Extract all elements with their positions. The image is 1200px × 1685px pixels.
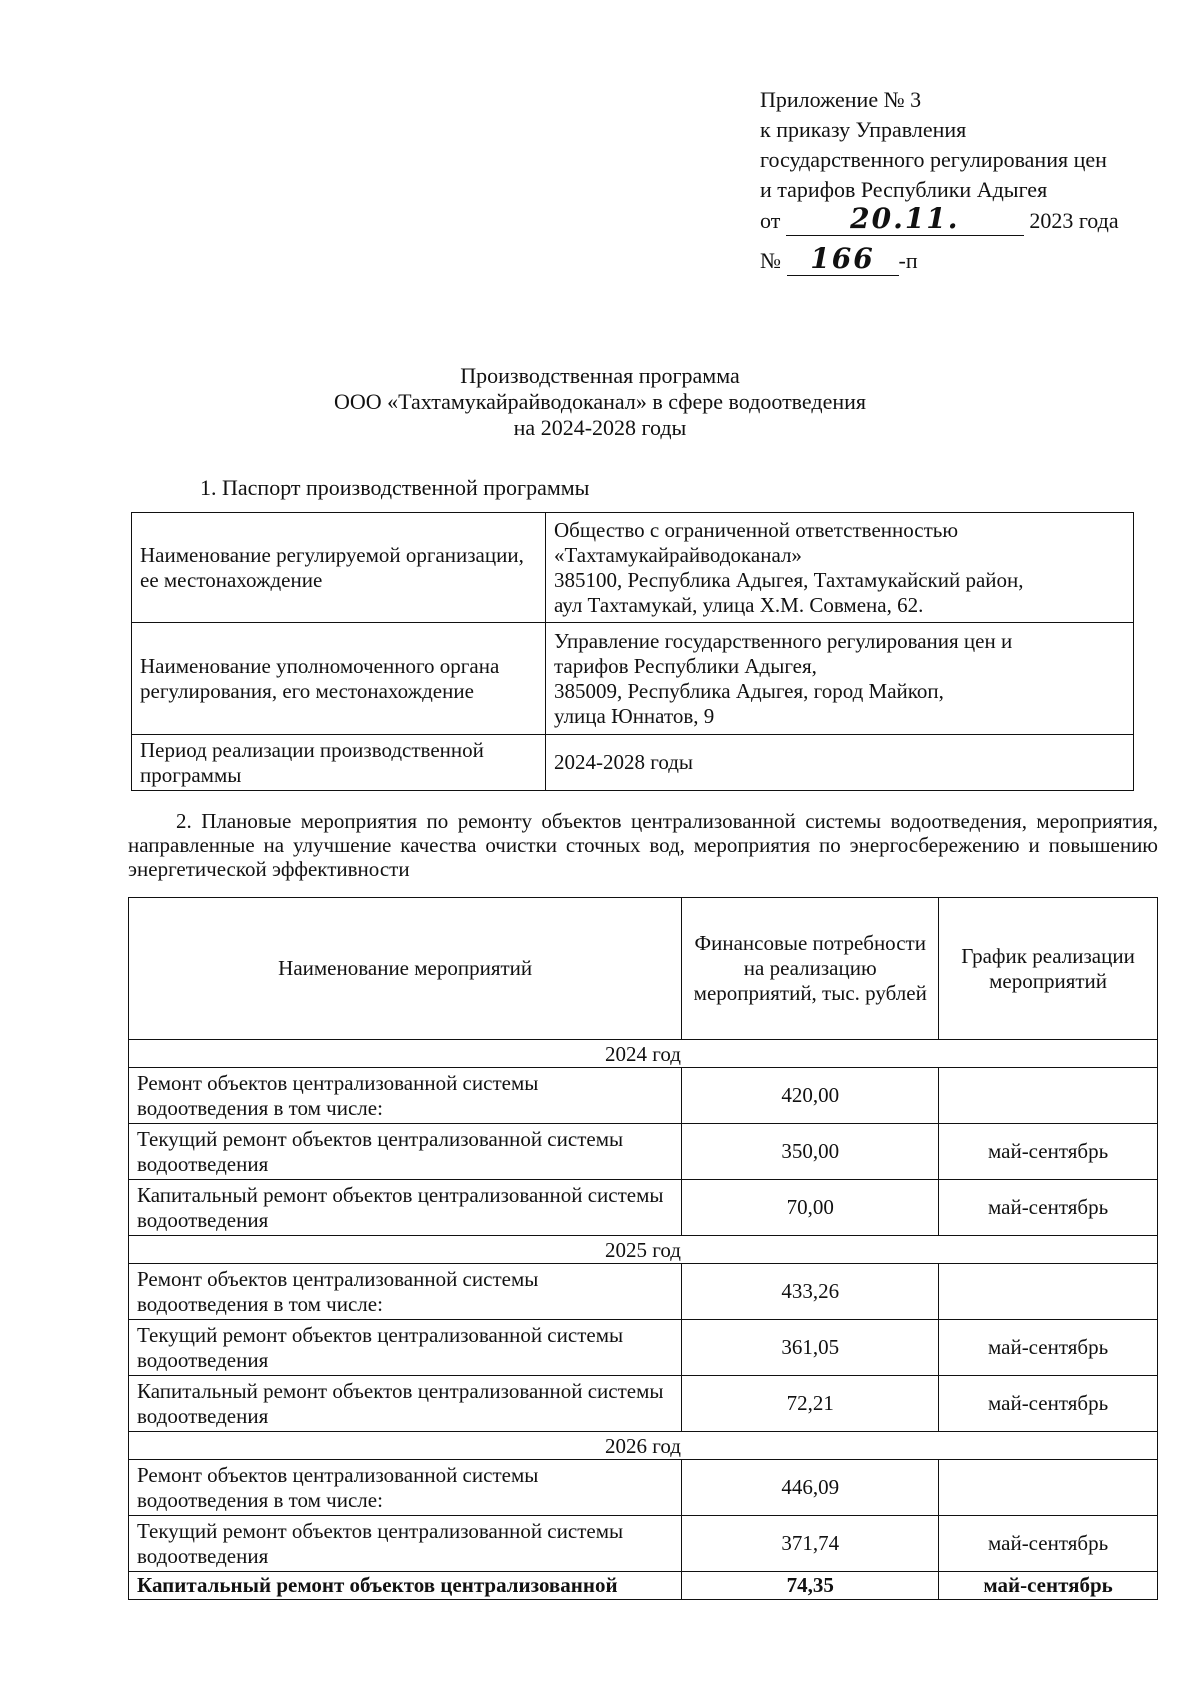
event-amount: 420,00: [682, 1068, 939, 1124]
passport-row: [132, 735, 1134, 791]
appendix-block: [760, 85, 1119, 236]
table-row: [129, 1264, 1158, 1320]
event-schedule: май-сентябрь: [939, 1320, 1158, 1376]
title-line-1: Производственная программа: [460, 363, 740, 388]
value-line: Управление государственного регулирования цен и: [554, 628, 1013, 653]
order-date: [760, 202, 1119, 236]
passport-label: Наименование регулируемой организации, ее местонахождение: [132, 513, 546, 623]
value-line: 385009, Республика Адыгея, город Майкоп,: [554, 678, 944, 703]
event-schedule: [939, 1264, 1158, 1320]
table-row: [129, 1320, 1158, 1376]
event-name: Ремонт объектов централизованной системы водоотведения в том числе:: [129, 1460, 682, 1516]
event-amount: 446,09: [682, 1460, 939, 1516]
number-field: [787, 242, 899, 276]
year-label: 2024 год: [129, 1040, 1158, 1068]
title-line-3: на 2024-2028 годы: [513, 415, 687, 440]
event-schedule: май-сентябрь: [939, 1180, 1158, 1236]
events-table: [128, 897, 1158, 1600]
event-schedule: май-сентябрь: [939, 1124, 1158, 1180]
value-line: улица Юннатов, 9: [554, 703, 715, 728]
date-prefix: от: [760, 208, 781, 233]
handwritten-date: 20.11.: [850, 202, 960, 235]
event-amount: 433,26: [682, 1264, 939, 1320]
passport-label: Наименование уполномоченного органа регулирования, его местонахождение: [132, 623, 546, 735]
event-name: Ремонт объектов централизованной системы водоотведения в том числе:: [129, 1068, 682, 1124]
year-row: [129, 1432, 1158, 1460]
event-amount: 371,74: [682, 1516, 939, 1572]
table-row: [129, 1516, 1158, 1572]
value-line: Общество с ограниченной ответственностью: [554, 517, 959, 542]
event-name: Капитальный ремонт объектов централизованной системы водоотведения: [129, 1180, 682, 1236]
event-schedule: май-сентябрь: [939, 1516, 1158, 1572]
value-line: аул Тахтамукай, улица Х.М. Совмена, 62.: [554, 592, 924, 617]
value-line: тарифов Республики Адыгея,: [554, 653, 817, 678]
event-amount: 74,35: [682, 1572, 939, 1600]
appendix-line-2: к приказу Управления: [760, 117, 967, 142]
passport-value: [546, 735, 1134, 791]
column-header: Финансовые потребности на реализацию мероприятий, тыс. рублей: [682, 898, 939, 1040]
year-row: [129, 1040, 1158, 1068]
event-schedule: май-сентябрь: [939, 1376, 1158, 1432]
header-row: [129, 898, 1158, 1040]
section-2-heading-text: 2. Плановые мероприятия по ремонту объектов централизованной системы водоотведения, мероприятия, направленные на улучшение качества очистки сточных вод, мероприятия по энергосбережению и повышению энергетической эффективности: [128, 809, 1158, 881]
column-header: График реализации мероприятий: [939, 898, 1158, 1040]
appendix-line-3: государственного регулирования цен: [760, 147, 1107, 172]
event-name: Капитальный ремонт объектов централизованной: [129, 1572, 682, 1600]
value-line: 385100, Республика Адыгея, Тахтамукайский район,: [554, 567, 1024, 592]
passport-row: [132, 623, 1134, 735]
passport-table: [131, 512, 1134, 791]
year-row: [129, 1236, 1158, 1264]
table-row: [129, 1068, 1158, 1124]
handwritten-number: 166: [810, 242, 875, 275]
event-name: Текущий ремонт объектов централизованной системы водоотведения: [129, 1124, 682, 1180]
table-row: [129, 1180, 1158, 1236]
number-prefix: №: [760, 248, 781, 273]
number-suffix: -п: [898, 248, 918, 273]
event-schedule: май-сентябрь: [939, 1572, 1158, 1600]
value-line: 2024-2028 годы: [554, 750, 694, 774]
event-name: Капитальный ремонт объектов централизованной системы водоотведения: [129, 1376, 682, 1432]
event-amount: 72,21: [682, 1376, 939, 1432]
table-row: [129, 1124, 1158, 1180]
date-suffix: 2023 года: [1029, 208, 1119, 233]
value-line: «Тахтамукайрайводоканал»: [554, 542, 802, 567]
event-schedule: [939, 1068, 1158, 1124]
appendix-line-4: и тарифов Республики Адыгея: [760, 177, 1048, 202]
appendix-title: Приложение № 3: [760, 87, 922, 112]
table-row: [129, 1376, 1158, 1432]
section-1-heading: 1. Паспорт производственной программы: [200, 475, 590, 500]
date-field: [786, 202, 1024, 236]
event-name: Текущий ремонт объектов централизованной системы водоотведения: [129, 1320, 682, 1376]
event-name: Ремонт объектов централизованной системы водоотведения в том числе:: [129, 1264, 682, 1320]
passport-value: [546, 513, 1134, 623]
event-amount: 361,05: [682, 1320, 939, 1376]
passport-label: Период реализации производственной программы: [132, 735, 546, 791]
table-row: [129, 1460, 1158, 1516]
table-row: [129, 1572, 1158, 1600]
year-label: 2025 год: [129, 1236, 1158, 1264]
event-schedule: [939, 1460, 1158, 1516]
column-header: Наименование мероприятий: [129, 898, 682, 1040]
section-2-heading: [128, 809, 1158, 881]
order-number: [760, 242, 918, 276]
event-name: Текущий ремонт объектов централизованной системы водоотведения: [129, 1516, 682, 1572]
passport-value: [546, 623, 1134, 735]
event-amount: 350,00: [682, 1124, 939, 1180]
passport-row: [132, 513, 1134, 623]
document-title: [0, 363, 1200, 441]
title-line-2: ООО «Тахтамукайрайводоканал» в сфере водоотведения: [333, 389, 867, 414]
event-amount: 70,00: [682, 1180, 939, 1236]
year-label: 2026 год: [129, 1432, 1158, 1460]
